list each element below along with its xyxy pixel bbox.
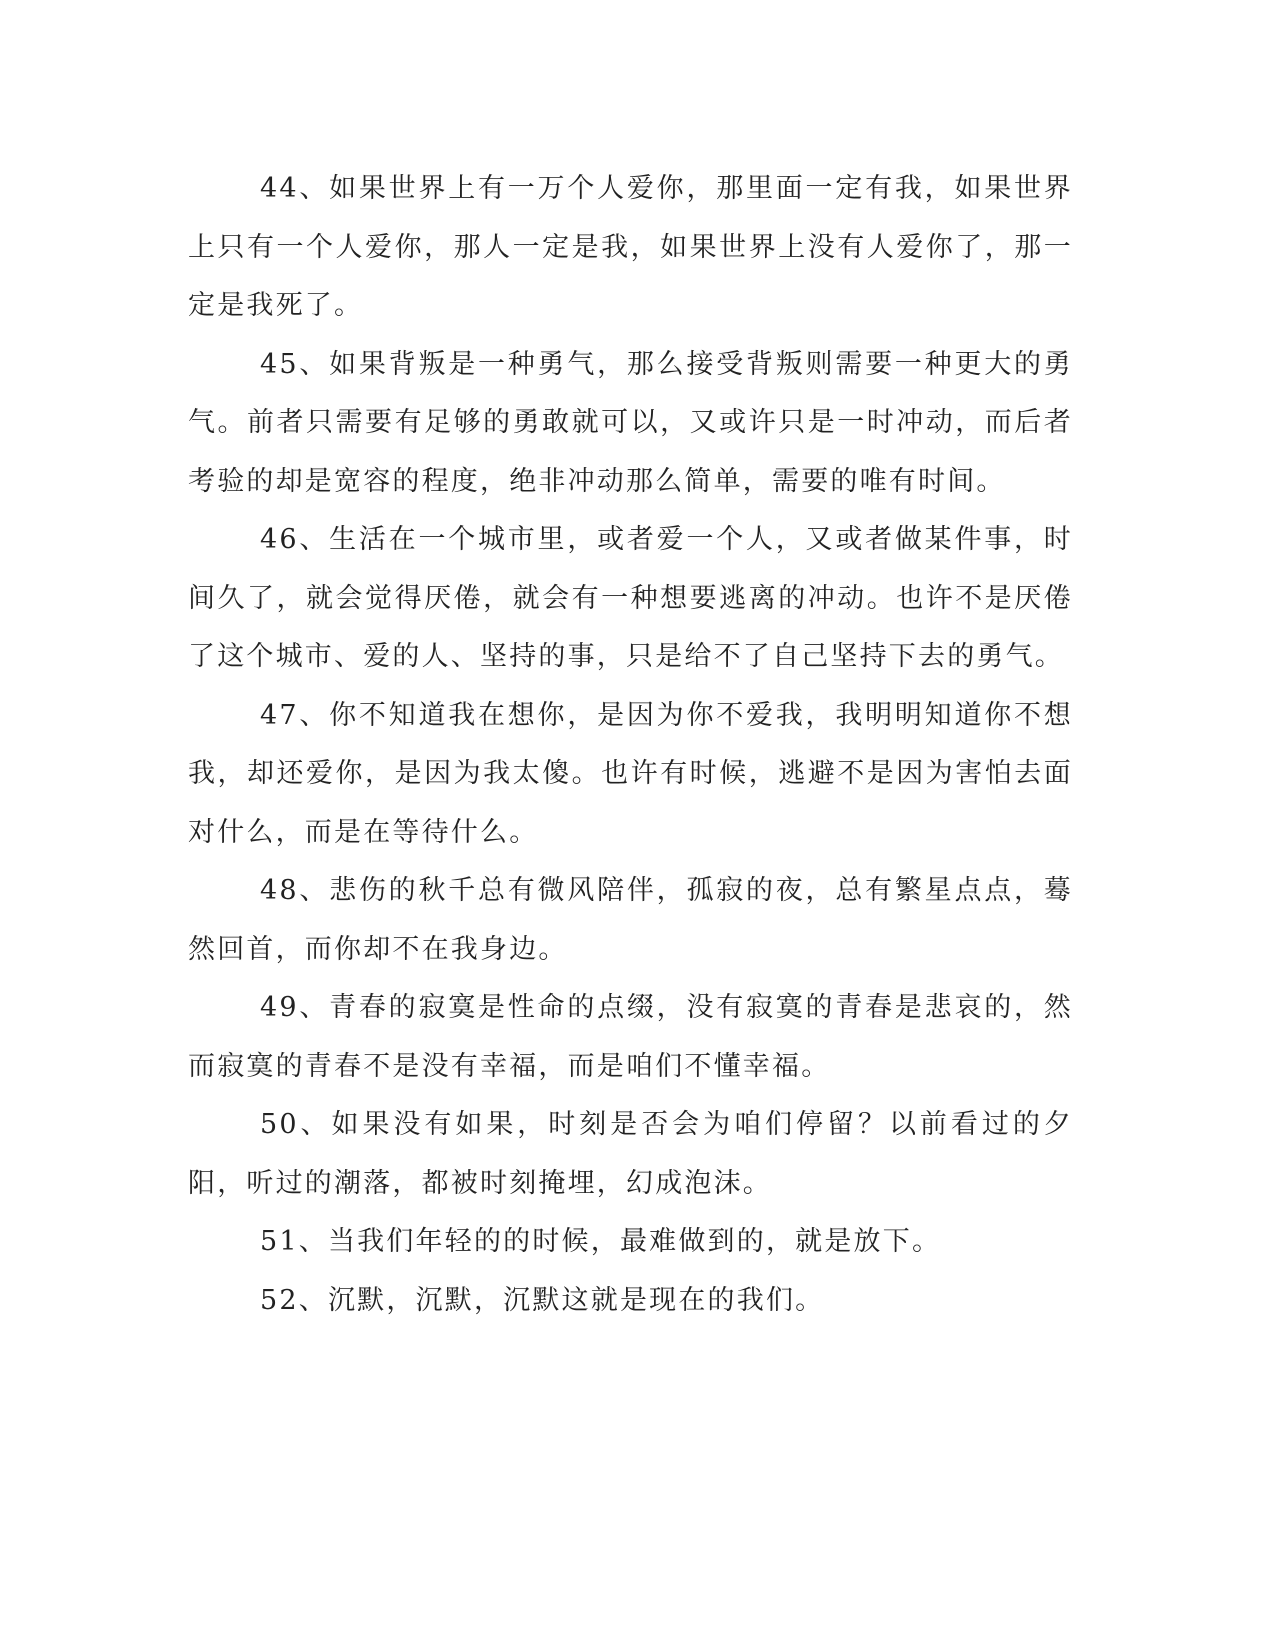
paragraph-48: 48、悲伤的秋千总有微风陪伴，孤寂的夜，总有繁星点点，蓦然回首，而你却不在我身边。 [188, 875, 1073, 965]
paragraph-52: 52、沉默，沉默，沉默这就是现在的我们。 [260, 1284, 825, 1316]
paragraph-44: 44、如果世界上有一万个人爱你，那里面一定有我，如果世界上只有一个人爱你，那人一定是我，如果世界上没有人爱你了，那一定是我死了。 [188, 173, 1073, 321]
paragraph-49: 49、青春的寂寞是性命的点缀，没有寂寞的青春是悲哀的，然而寂寞的青春不是没有幸福，而是咱们不懂幸福。 [188, 992, 1073, 1082]
paragraph-51: 51、当我们年轻的的时候，最难做到的，就是放下。 [260, 1226, 942, 1257]
paragraph-50: 50、如果没有如果，时刻是否会为咱们停留？以前看过的夕阳，听过的潮落，都被时刻掩埋，幻成泡沫。 [188, 1109, 1073, 1199]
paragraph-45: 45、如果背叛是一种勇气，那么接受背叛则需要一种更大的勇气。前者只需要有足够的勇敢就可以，又或许只是一时冲动，而后者考验的却是宽容的程度，绝非冲动那么简单，需要的唯有时间。 [188, 348, 1073, 497]
paragraph-46: 46、生活在一个城市里，或者爱一个人，又或者做某件事，时间久了，就会觉得厌倦，就会有一种想要逃离的冲动。也许不是厌倦了这个城市、爱的人、坚持的事，只是给不了自己坚持下去的勇气。 [188, 524, 1073, 672]
document-body [188, 160, 1073, 1330]
paragraph-47: 47、你不知道我在想你，是因为你不爱我，我明明知道你不想我，却还爱你，是因为我太傻。也许有时候，逃避不是因为害怕去面对什么，而是在等待什么。 [188, 699, 1073, 848]
